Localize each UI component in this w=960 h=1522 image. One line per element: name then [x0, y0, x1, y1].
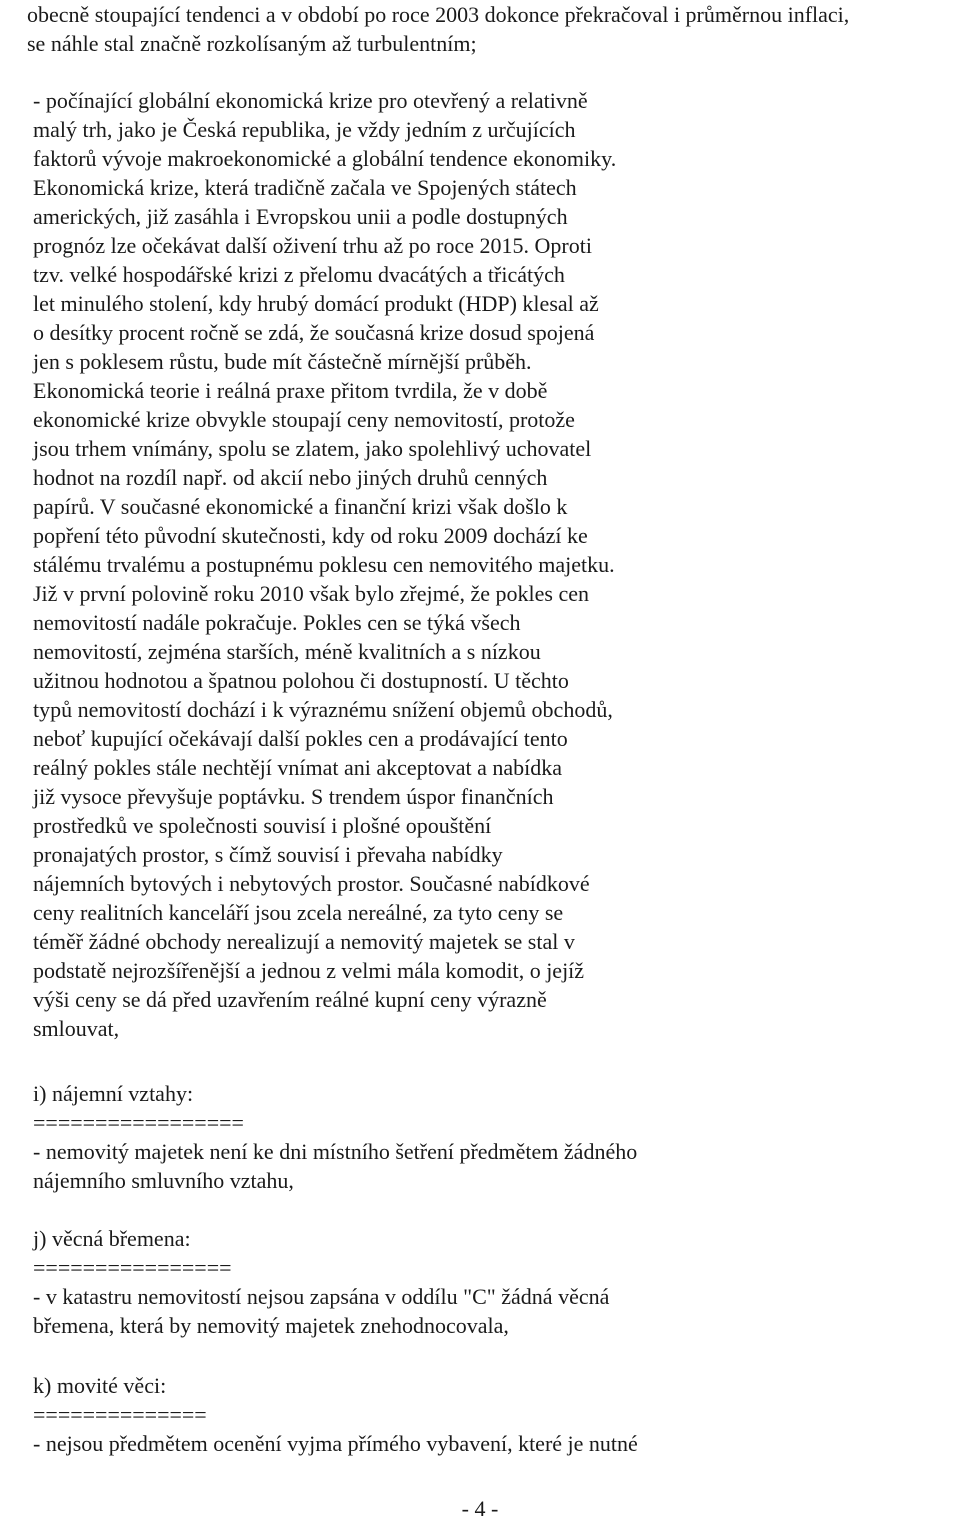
body-line: užitnou hodnotou a špatnou polohou či dostupností. U těchto	[33, 668, 569, 693]
body-line: Ekonomická teorie i reálná praxe přitom tvrdila, že v době	[33, 378, 548, 403]
section-j-rule: ================	[33, 1255, 232, 1280]
body-line: faktorů vývoje makroekonomické a globální tendence ekonomiky.	[33, 146, 617, 171]
section-j-heading: j) věcná břemena:	[33, 1226, 191, 1251]
body-line: jsou trhem vnímány, spolu se zlatem, jako spolehlivý uchovatel	[33, 436, 592, 461]
body-line: stálému trvalému a postupnému poklesu cen nemovitého majetku.	[33, 552, 615, 577]
intro-line: obecně stoupající tendenci a v období po roce 2003 dokonce překračoval i průměrnou inflaci,	[27, 2, 850, 27]
section-k-rule: ==============	[33, 1402, 207, 1427]
body-line: prostředků ve společnosti souvisí i plošné opouštění	[33, 813, 492, 838]
body-line: popření této původní skutečnosti, kdy od roku 2009 dochází ke	[33, 523, 588, 548]
body-line: tzv. velké hospodářské krizi z přelomu dvacátých a třicátých	[33, 262, 565, 287]
body-line: typů nemovitostí dochází i k výraznému snížení objemů obchodů,	[33, 697, 613, 722]
body-line: smlouvat,	[33, 1016, 120, 1041]
body-line: reálný pokles stále nechtějí vnímat ani akceptovat a nabídka	[33, 755, 563, 780]
body-line: Ekonomická krize, která tradičně začala ve Spojených státech	[33, 175, 577, 200]
body-line: pronajatých prostor, s čímž souvisí i převaha nabídky	[33, 842, 503, 867]
body-line: nemovitostí nadále pokračuje. Pokles cen se týká všech	[33, 610, 521, 635]
intro-line: se náhle stal značně rozkolísaným až turbulentním;	[27, 31, 477, 56]
body-line: amerických, již zasáhla i Evropskou unii a podle dostupných	[33, 204, 568, 229]
body-line: již vysoce převyšuje poptávku. S trendem úspor finančních	[33, 784, 554, 809]
body-line: papírů. V současné ekonomické a finanční krizi však došlo k	[33, 494, 568, 519]
body-line: prognóz lze očekávat další oživení trhu až po roce 2015. Oproti	[33, 233, 592, 258]
section-i-rule: =================	[33, 1110, 244, 1135]
body-line: ceny realitních kanceláří jsou zcela nereálné, za tyto ceny se	[33, 900, 564, 925]
body-line: nájemních bytových i nebytových prostor. Současné nabídkové	[33, 871, 590, 896]
section-i-line: - nemovitý majetek není ke dni místního šetření předmětem žádného	[33, 1139, 638, 1164]
section-i-heading: i) nájemní vztahy:	[33, 1081, 194, 1106]
body-line: neboť kupující očekávají další pokles cen a prodávající tento	[33, 726, 568, 751]
body-line: nemovitostí, zejména starších, méně kvalitních a s nízkou	[33, 639, 541, 664]
body-line: ekonomické krize obvykle stoupají ceny nemovitostí, protože	[33, 407, 575, 432]
body-line: - počínající globální ekonomická krize pro otevřený a relativně	[33, 88, 588, 113]
body-line: téměř žádné obchody nerealizují a nemovitý majetek se stal v	[33, 929, 575, 954]
section-i-line: nájemního smluvního vztahu,	[33, 1168, 294, 1193]
body-line: jen s poklesem růstu, bude mít částečně mírnější průběh.	[33, 349, 532, 374]
body-line: malý trh, jako je Česká republika, je vždy jedním z určujících	[33, 117, 576, 142]
body-line: o desítky procent ročně se zdá, že současná krize dosud spojená	[33, 320, 595, 345]
section-j-line: - v katastru nemovitostí nejsou zapsána v oddílu "C" žádná věcná	[33, 1284, 610, 1309]
section-k-heading: k) movité věci:	[33, 1373, 167, 1398]
section-k-line: - nejsou předmětem ocenění vyjma přímého vybavení, které je nutné	[33, 1431, 638, 1456]
body-line: let minulého stolení, kdy hrubý domácí produkt (HDP) klesal až	[33, 291, 599, 316]
body-line: výši ceny se dá před uzavřením reálné kupní ceny výrazně	[33, 987, 547, 1012]
body-line: hodnot na rozdíl např. od akcií nebo jiných druhů cenných	[33, 465, 548, 490]
body-line: podstatě nejrozšířenější a jednou z velmi mála komodit, o jejíž	[33, 958, 585, 983]
section-j-line: břemena, která by nemovitý majetek znehodnocovala,	[33, 1313, 509, 1338]
page-number: - 4 -	[461, 1496, 499, 1521]
body-line: Již v první polovině roku 2010 však bylo zřejmé, že pokles cen	[33, 581, 589, 606]
